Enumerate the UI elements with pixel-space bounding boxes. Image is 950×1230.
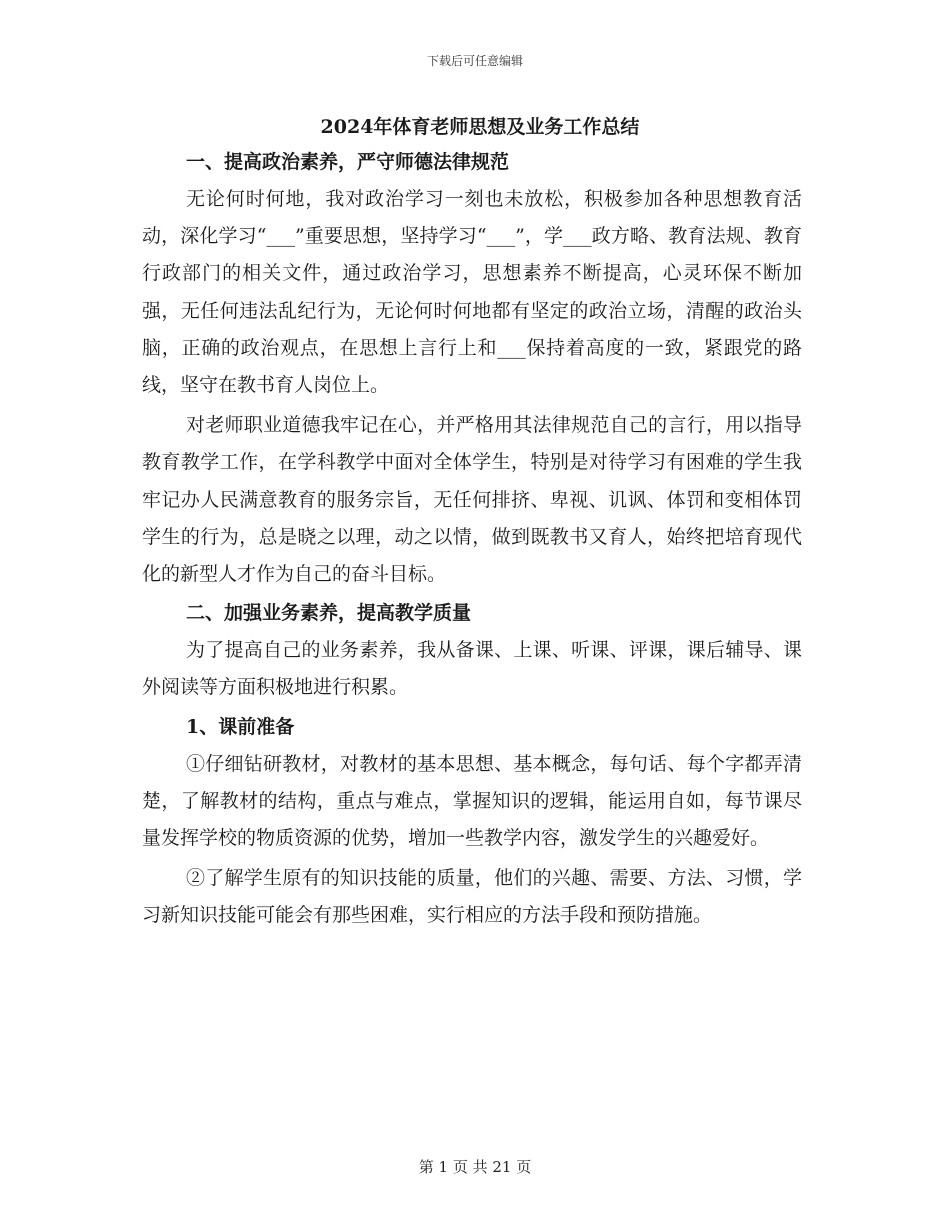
section-heading-political: 一、提高政治素养，严守师德法律规范 [186,151,510,173]
paragraph-study-materials: ①仔细钻研教材，对教材的基本思想、基本概念，每句话、每个字都弄清楚，了解教材的结构，重点与难点，掌握知识的逻辑，能运用自如，每节课尽量发挥学校的物质资源的优势，增加一些教学内容，激发学生的兴趣爱好。 [142,752,802,850]
page-number: 第 1 页 共 21 页 [418,1158,532,1176]
paragraph-teacher-ethics: 对老师职业道德我牢记在心，并严格用其法律规范自己的言行，用以指导教育教学工作，在学科教学中面对全体学生，特别是对待学习有困难的学生我牢记办人民满意教育的服务宗旨，无任何排挤、卑视、讥讽、体罚和变相体罚学生的行为，总是晓之以理，动之以情，做到既教书又育人，始终把培育现代化的新型人才作为自己的奋斗目标。 [142,414,802,586]
paragraph-political-study: 无论何时何地，我对政治学习一刻也未放松，积极参加各种思想教育活动，深化学习“___”重要思想，坚持学习“___”，学___政方略、教育法规、教育行政部门的相关文件，通过政治学习，思想素养不断提高，心灵环保不断加强，无任何违法乱纪行为，无论何时何地都有坚定的政治立场，清醒的政治头脑，正确的政治观点，在思想上言行上和___保持着高度的一致，紧跟党的路线，坚守在教书育人岗位上。 [142,188,802,397]
document-body [142,114,802,935]
paragraph-professional-intro: 为了提高自己的业务素养，我从备课、上课、听课、评课，课后辅导、课外阅读等方面积极地进行积累。 [142,639,802,699]
page-header: 下载后可任意编辑 [426,54,523,68]
section-heading-professional: 二、加强业务素养，提高教学质量 [186,602,472,625]
document-title: 2024年体育老师思想及业务工作总结 [320,116,640,138]
paragraph-understand-students: ②了解学生原有的知识技能的质量，他们的兴趣、需要、方法、习惯，学习新知识技能可能会有那些困难，实行相应的方法手段和预防措施。 [142,867,802,927]
subsection-heading-lesson-prep: 1、课前准备 [186,715,295,738]
